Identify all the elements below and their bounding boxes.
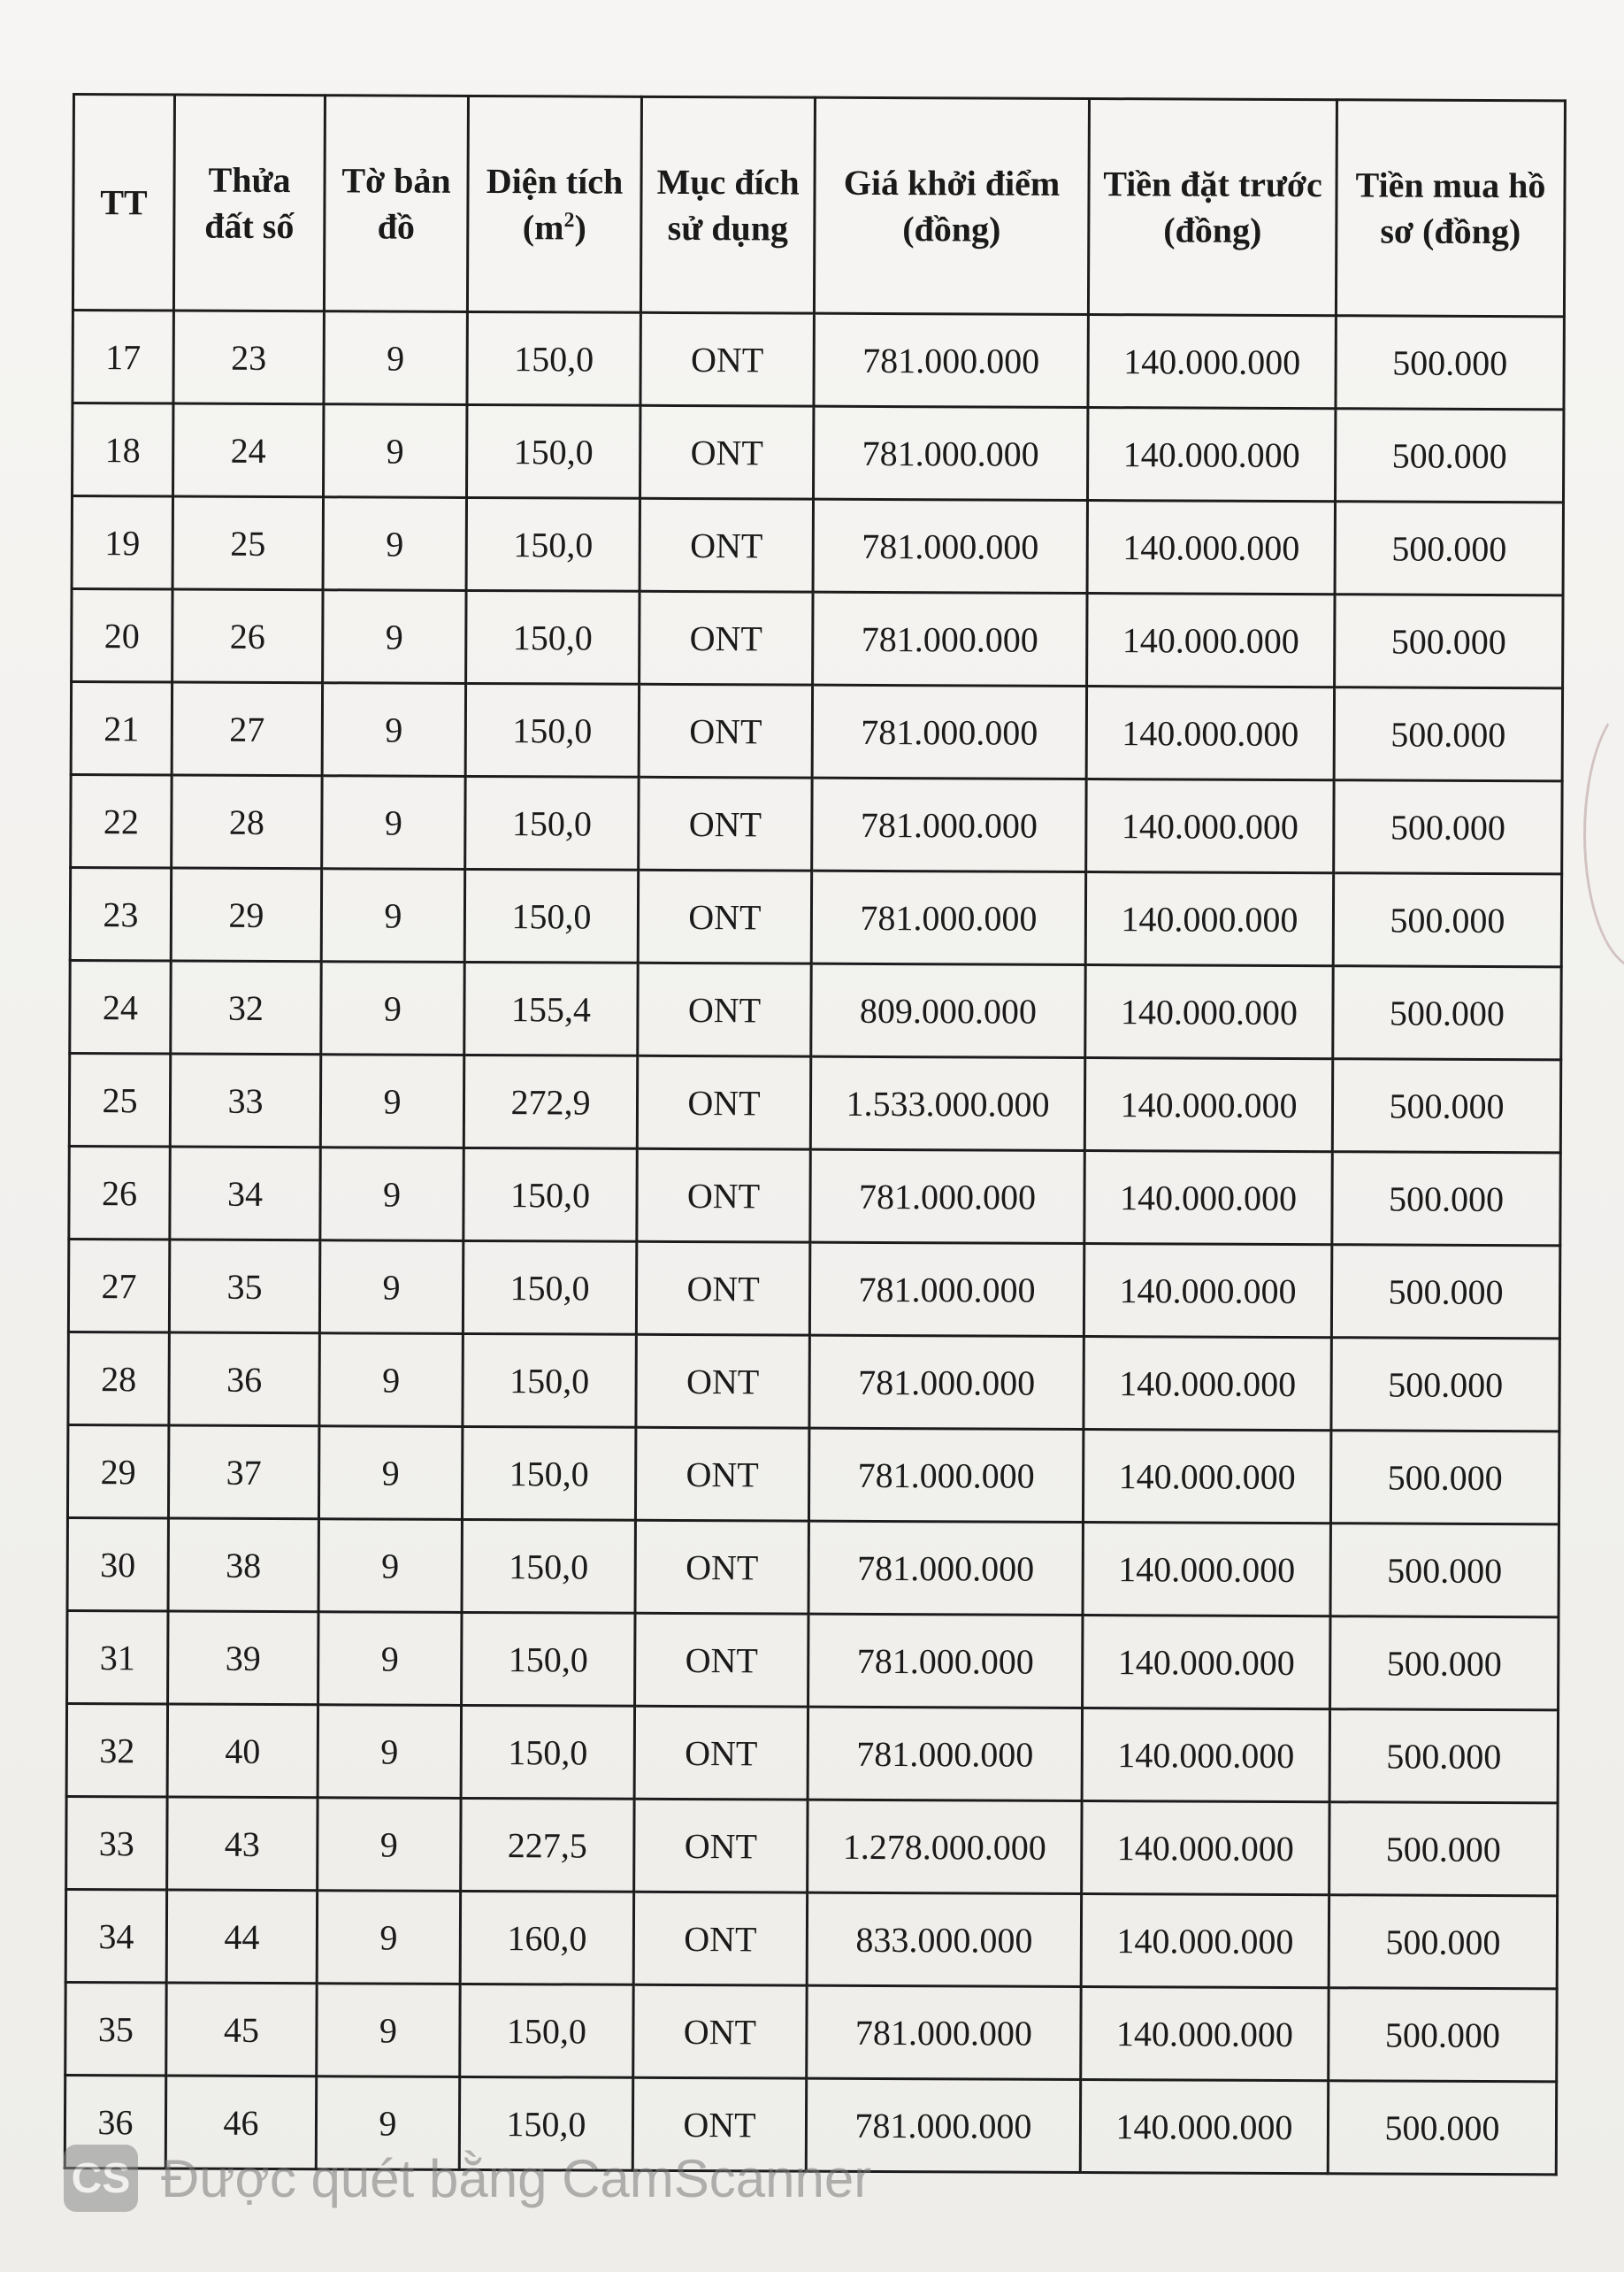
- header-gia-khoi-diem: Giá khởi điểm (đồng): [814, 97, 1089, 314]
- cell-dien-tich: 150,0: [462, 1612, 635, 1706]
- cell-gia-khoi-diem: 833.000.000: [807, 1892, 1081, 1986]
- table-row: [71, 774, 1562, 873]
- cell-to-ban-do: 9: [317, 1984, 460, 2077]
- cell-tt: 27: [68, 1239, 169, 1332]
- cell-dien-tich: 272,9: [463, 1055, 637, 1148]
- cell-tt: 20: [72, 589, 172, 682]
- cell-tien-mua-ho-so: 500.000: [1331, 1338, 1559, 1432]
- cell-to-ban-do: 9: [321, 962, 464, 1055]
- cell-tt: 29: [67, 1424, 168, 1517]
- cell-muc-dich: ONT: [635, 1427, 808, 1521]
- cell-gia-khoi-diem: 809.000.000: [811, 963, 1085, 1057]
- header-dien-tich: Diện tích $(m^2)$: [467, 96, 641, 312]
- cell-muc-dich: ONT: [639, 777, 812, 871]
- cell-muc-dich: ONT: [637, 1148, 810, 1242]
- cell-gia-khoi-diem: 781.000.000: [809, 1335, 1084, 1429]
- table-row: [67, 1517, 1559, 1616]
- cell-thua-dat-so: 40: [167, 1704, 318, 1798]
- cell-dien-tich: 150,0: [465, 776, 639, 870]
- table-row: [72, 589, 1563, 688]
- cell-thua-dat-so: 25: [172, 496, 323, 590]
- cell-to-ban-do: 9: [323, 590, 466, 684]
- cell-gia-khoi-diem: 781.000.000: [812, 778, 1086, 871]
- cell-thua-dat-so: 43: [167, 1797, 318, 1891]
- cell-muc-dich: ONT: [635, 1613, 808, 1707]
- cell-muc-dich: ONT: [635, 1520, 808, 1614]
- cell-muc-dich: ONT: [636, 1241, 809, 1335]
- cell-dien-tich: 150,0: [463, 1333, 636, 1427]
- cell-gia-khoi-diem: 781.000.000: [807, 1985, 1081, 2079]
- cell-muc-dich: ONT: [639, 684, 812, 778]
- cell-tien-mua-ho-so: 500.000: [1330, 1431, 1559, 1524]
- cell-tien-dat-truoc: 140.000.000: [1083, 1615, 1330, 1708]
- cell-muc-dich: ONT: [640, 405, 814, 499]
- watermark-text: Được quét bằng CamScanner: [161, 2148, 872, 2208]
- cell-gia-khoi-diem: 781.000.000: [814, 406, 1088, 500]
- cell-to-ban-do: 9: [318, 1798, 461, 1892]
- cell-tien-dat-truoc: 140.000.000: [1088, 315, 1336, 409]
- cell-tien-mua-ho-so: 500.000: [1335, 502, 1563, 595]
- cell-dien-tich: 150,0: [466, 497, 640, 591]
- cell-dien-tich: 150,0: [465, 683, 639, 777]
- cell-tien-dat-truoc: 140.000.000: [1086, 687, 1334, 780]
- cell-tt: 18: [73, 403, 173, 496]
- table-row: [72, 496, 1563, 595]
- header-tien-mua-ho-so: Tiền mua hồ sơ (đồng): [1336, 100, 1565, 317]
- cell-thua-dat-so: 23: [173, 311, 324, 404]
- cell-tt: 30: [67, 1517, 168, 1610]
- cell-tien-mua-ho-so: 500.000: [1336, 316, 1564, 410]
- cell-thua-dat-so: 34: [170, 1147, 320, 1240]
- table-row: [70, 960, 1561, 1059]
- cell-dien-tich: 150,0: [462, 1426, 635, 1520]
- cell-dien-tich: 150,0: [464, 869, 638, 963]
- cell-tt: 32: [66, 1703, 167, 1796]
- header-tien-dat-truoc: Tiền đặt trước (đồng): [1088, 99, 1337, 316]
- cell-dien-tich: 227,5: [461, 1798, 634, 1892]
- cell-tien-mua-ho-so: 500.000: [1335, 409, 1563, 503]
- cell-tt: 28: [68, 1332, 169, 1424]
- cell-muc-dich: ONT: [640, 312, 814, 406]
- cell-gia-khoi-diem: 781.000.000: [811, 871, 1085, 964]
- table-row: [69, 1053, 1560, 1152]
- table-row: [65, 1889, 1557, 1988]
- cell-to-ban-do: 9: [316, 2076, 459, 2170]
- cell-gia-khoi-diem: 781.000.000: [814, 313, 1088, 407]
- cell-to-ban-do: 9: [318, 1426, 462, 1520]
- cell-to-ban-do: 9: [318, 1612, 462, 1706]
- cell-muc-dich: ONT: [633, 1892, 807, 1985]
- cell-tien-dat-truoc: 140.000.000: [1083, 1523, 1330, 1616]
- cell-tien-dat-truoc: 140.000.000: [1084, 1337, 1331, 1431]
- header-tt: TT: [73, 95, 174, 311]
- cell-tt: 22: [71, 774, 172, 867]
- table-row: [73, 403, 1564, 503]
- cell-tt: 21: [71, 682, 172, 775]
- table-body: [65, 311, 1564, 2175]
- header-thua-dat-so: Thửa đất số: [173, 95, 325, 311]
- cell-tt: 26: [69, 1146, 170, 1239]
- cell-tien-mua-ho-so: 500.000: [1329, 1802, 1558, 1896]
- cell-tt: 35: [65, 1982, 166, 2075]
- cell-dien-tich: 150,0: [467, 404, 640, 498]
- camscanner-logo-icon: CS: [64, 2145, 138, 2212]
- cell-gia-khoi-diem: 1.278.000.000: [808, 1800, 1082, 1893]
- table-row: [67, 1424, 1559, 1524]
- cell-to-ban-do: 9: [322, 683, 465, 777]
- table-row: [73, 311, 1564, 410]
- cell-tien-mua-ho-so: 500.000: [1333, 873, 1561, 967]
- table-row: [71, 682, 1562, 781]
- cell-to-ban-do: 9: [320, 1055, 463, 1148]
- cell-to-ban-do: 9: [317, 1891, 460, 1984]
- cell-tt: 34: [65, 1889, 166, 1982]
- cell-muc-dich: ONT: [634, 1799, 808, 1892]
- cell-tien-dat-truoc: 140.000.000: [1086, 779, 1334, 873]
- cell-thua-dat-so: 32: [171, 961, 321, 1055]
- cell-dien-tich: 150,0: [463, 1240, 636, 1334]
- cell-muc-dich: ONT: [633, 1984, 807, 2078]
- cell-tien-mua-ho-so: 500.000: [1335, 595, 1563, 688]
- stamp-mark: [1583, 699, 1624, 970]
- cell-tien-mua-ho-so: 500.000: [1329, 1895, 1557, 1989]
- cell-thua-dat-so: 45: [166, 1983, 317, 2076]
- cell-thua-dat-so: 24: [173, 403, 324, 497]
- cell-to-ban-do: 9: [323, 497, 466, 591]
- cell-to-ban-do: 9: [322, 776, 465, 870]
- table-row: [65, 1982, 1557, 2081]
- cell-tien-dat-truoc: 140.000.000: [1087, 594, 1335, 687]
- cell-tien-dat-truoc: 140.000.000: [1087, 501, 1335, 595]
- table-row: [66, 1703, 1558, 1802]
- cell-thua-dat-so: 38: [168, 1518, 318, 1612]
- cell-thua-dat-so: 33: [170, 1054, 320, 1148]
- cell-muc-dich: ONT: [638, 963, 811, 1056]
- table-row: [67, 1610, 1559, 1709]
- cell-gia-khoi-diem: 781.000.000: [810, 1149, 1084, 1243]
- camscanner-watermark: [64, 2145, 871, 2212]
- cell-muc-dich: ONT: [640, 498, 813, 592]
- cell-tt: 17: [73, 311, 173, 403]
- cell-to-ban-do: 9: [318, 1705, 461, 1799]
- cell-tien-dat-truoc: 140.000.000: [1088, 408, 1336, 502]
- cell-gia-khoi-diem: 781.000.000: [808, 1614, 1083, 1708]
- cell-thua-dat-so: 39: [168, 1611, 318, 1705]
- cell-thua-dat-so: 46: [165, 2076, 316, 2169]
- cell-to-ban-do: 9: [319, 1333, 463, 1427]
- cell-tien-mua-ho-so: 500.000: [1330, 1616, 1559, 1710]
- cell-tien-dat-truoc: 140.000.000: [1081, 1893, 1329, 1987]
- cell-thua-dat-so: 35: [169, 1240, 319, 1333]
- cell-gia-khoi-diem: 781.000.000: [809, 1242, 1084, 1336]
- cell-tt: 33: [66, 1796, 167, 1889]
- cell-tt: 24: [70, 960, 171, 1053]
- cell-tien-mua-ho-so: 500.000: [1332, 1059, 1560, 1153]
- cell-tien-dat-truoc: 140.000.000: [1081, 1986, 1329, 2080]
- cell-gia-khoi-diem: 781.000.000: [813, 592, 1087, 686]
- cell-tien-mua-ho-so: 500.000: [1333, 966, 1561, 1060]
- cell-muc-dich: ONT: [636, 1334, 809, 1428]
- cell-gia-khoi-diem: 781.000.000: [808, 1521, 1083, 1615]
- cell-tien-dat-truoc: 140.000.000: [1084, 1151, 1332, 1245]
- cell-dien-tich: 155,4: [464, 962, 638, 1055]
- cell-tien-dat-truoc: 140.000.000: [1084, 1058, 1332, 1152]
- cell-dien-tich: 150,0: [459, 2076, 632, 2170]
- cell-dien-tich: 160,0: [460, 1891, 633, 1984]
- cell-tien-mua-ho-so: 500.000: [1334, 780, 1562, 874]
- table-row: [70, 867, 1561, 966]
- cell-gia-khoi-diem: 781.000.000: [813, 499, 1087, 593]
- cell-thua-dat-so: 44: [166, 1890, 317, 1984]
- header-muc-dich: Mục đích sử dụng: [640, 96, 815, 313]
- cell-muc-dich: ONT: [637, 1055, 810, 1149]
- cell-tien-mua-ho-so: 500.000: [1328, 2081, 1556, 2175]
- cell-gia-khoi-diem: 781.000.000: [808, 1428, 1083, 1522]
- cell-to-ban-do: 9: [324, 311, 467, 405]
- cell-tien-dat-truoc: 140.000.000: [1082, 1800, 1329, 1894]
- cell-to-ban-do: 9: [324, 404, 467, 498]
- cell-tien-mua-ho-so: 500.000: [1329, 1709, 1558, 1803]
- header-to-ban-do: Tờ bản đồ: [324, 96, 468, 312]
- cell-muc-dich: ONT: [638, 870, 811, 963]
- cell-to-ban-do: 9: [320, 1148, 463, 1241]
- cell-tien-dat-truoc: 140.000.000: [1085, 872, 1333, 966]
- cell-gia-khoi-diem: 781.000.000: [812, 685, 1086, 779]
- table-row: [66, 1796, 1558, 1895]
- header-row: [73, 95, 1565, 317]
- cell-to-ban-do: 9: [321, 869, 464, 963]
- cell-dien-tich: 150,0: [467, 311, 640, 405]
- cell-thua-dat-so: 37: [168, 1425, 318, 1519]
- cell-tien-dat-truoc: 140.000.000: [1084, 1244, 1331, 1338]
- cell-tt: 19: [72, 496, 172, 589]
- cell-tien-mua-ho-so: 500.000: [1332, 1152, 1560, 1246]
- cell-tien-mua-ho-so: 500.000: [1329, 1988, 1557, 2082]
- cell-tien-dat-truoc: 140.000.000: [1080, 2079, 1328, 2173]
- cell-thua-dat-so: 28: [172, 775, 322, 869]
- cell-muc-dich: ONT: [634, 1706, 808, 1800]
- cell-tt: 36: [65, 2075, 165, 2168]
- cell-tien-mua-ho-so: 500.000: [1331, 1245, 1559, 1339]
- cell-thua-dat-so: 26: [172, 589, 323, 683]
- cell-gia-khoi-diem: 781.000.000: [808, 1707, 1082, 1800]
- table-row: [69, 1146, 1560, 1245]
- cell-thua-dat-so: 36: [169, 1332, 319, 1426]
- cell-to-ban-do: 9: [319, 1240, 463, 1334]
- cell-tien-mua-ho-so: 500.000: [1334, 687, 1562, 781]
- cell-dien-tich: 150,0: [466, 590, 640, 684]
- cell-tien-dat-truoc: 140.000.000: [1083, 1430, 1330, 1524]
- land-auction-table: [64, 93, 1567, 2176]
- cell-muc-dich: ONT: [640, 591, 813, 685]
- cell-dien-tich: 150,0: [461, 1705, 634, 1799]
- cell-tt: 23: [70, 867, 171, 960]
- cell-muc-dich: ONT: [632, 2077, 806, 2171]
- cell-gia-khoi-diem: 781.000.000: [806, 2078, 1080, 2172]
- cell-tt: 25: [69, 1053, 170, 1146]
- cell-tien-mua-ho-so: 500.000: [1330, 1524, 1559, 1617]
- cell-dien-tich: 150,0: [463, 1148, 637, 1241]
- cell-tt: 31: [67, 1610, 168, 1703]
- cell-dien-tich: 150,0: [460, 1984, 633, 2077]
- cell-tien-dat-truoc: 140.000.000: [1085, 965, 1333, 1059]
- cell-dien-tich: 150,0: [462, 1519, 635, 1613]
- cell-tien-dat-truoc: 140.000.000: [1082, 1708, 1329, 1801]
- table-row: [68, 1239, 1559, 1338]
- cell-thua-dat-so: 27: [172, 682, 322, 776]
- cell-gia-khoi-diem: 1.533.000.000: [810, 1056, 1084, 1150]
- cell-to-ban-do: 9: [318, 1519, 462, 1613]
- table-row: [68, 1332, 1559, 1431]
- cell-thua-dat-so: 29: [171, 868, 321, 962]
